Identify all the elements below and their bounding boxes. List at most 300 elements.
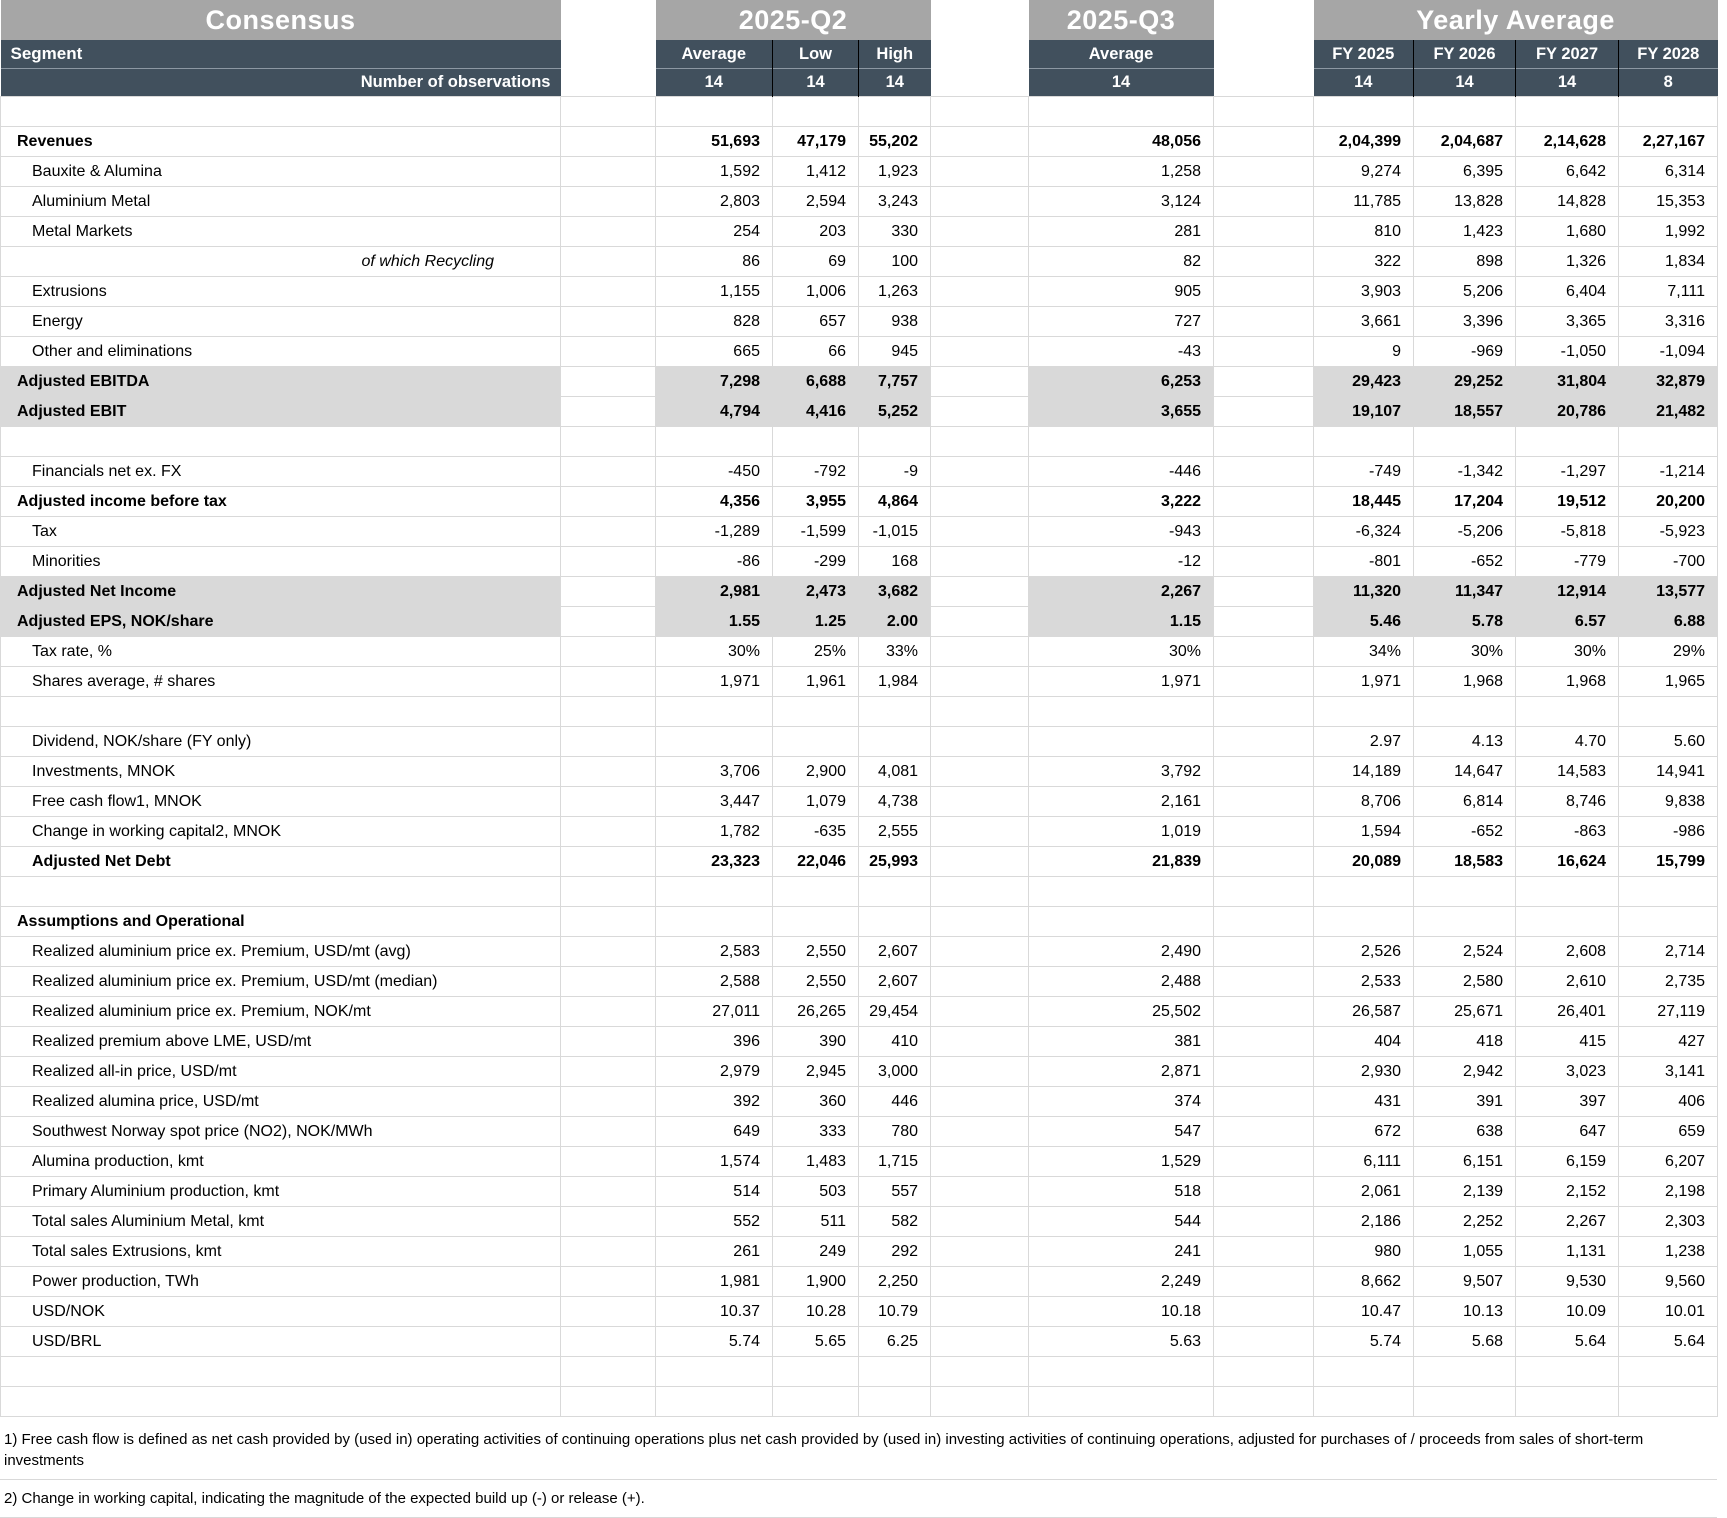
cell-value: -6,324 <box>1314 517 1414 547</box>
cell-value: 2,250 <box>859 1267 931 1297</box>
spacer-cell <box>1214 937 1314 967</box>
spacer-cell <box>1214 127 1314 157</box>
spacer-cell <box>1214 667 1314 697</box>
cell-value: 18,557 <box>1414 397 1516 427</box>
spacer-cell <box>1214 787 1314 817</box>
observations-value: 14 <box>1314 69 1414 97</box>
spacer-cell <box>1214 1357 1314 1387</box>
cell-value: 2,524 <box>1414 937 1516 967</box>
cell-value: 6,314 <box>1619 157 1718 187</box>
cell-value: -1,214 <box>1619 457 1718 487</box>
cell-value: 7,298 <box>656 367 773 397</box>
cell-value: 2,610 <box>1516 967 1619 997</box>
spacer-cell <box>561 397 656 427</box>
spacer-cell <box>931 517 1029 547</box>
cell-value: 1,019 <box>1029 817 1214 847</box>
cell-value: 241 <box>1029 1237 1214 1267</box>
cell-value: 2,252 <box>1414 1207 1516 1237</box>
cell-value: 14,647 <box>1414 757 1516 787</box>
cell-value <box>1516 97 1619 127</box>
cell-value: 2,04,399 <box>1314 127 1414 157</box>
spacer-cell <box>1214 97 1314 127</box>
cell-value: 10.01 <box>1619 1297 1718 1327</box>
spacer-cell <box>1214 1267 1314 1297</box>
cell-value: 2,198 <box>1619 1177 1718 1207</box>
spacer-cell <box>1214 637 1314 667</box>
cell-value: 1,961 <box>773 667 859 697</box>
table-row <box>1 847 1718 877</box>
spacer-cell <box>1214 1387 1314 1417</box>
row-label <box>1 97 561 127</box>
cell-value: -749 <box>1314 457 1414 487</box>
row-label: Total sales Aluminium Metal, kmt <box>1 1207 561 1237</box>
cell-value: 1.15 <box>1029 607 1214 637</box>
cell-value: 14,828 <box>1516 187 1619 217</box>
cell-value: 5,252 <box>859 397 931 427</box>
cell-value <box>1619 1387 1718 1417</box>
cell-value: 10.47 <box>1314 1297 1414 1327</box>
cell-value: 410 <box>859 1027 931 1057</box>
cell-value <box>1516 697 1619 727</box>
cell-value <box>1314 97 1414 127</box>
cell-value: 2,550 <box>773 937 859 967</box>
cell-value: 203 <box>773 217 859 247</box>
cell-value <box>773 697 859 727</box>
cell-value <box>1314 1357 1414 1387</box>
cell-value: 2,550 <box>773 967 859 997</box>
cell-value <box>1314 877 1414 907</box>
cell-value <box>1029 97 1214 127</box>
cell-value: 3,000 <box>859 1057 931 1087</box>
cell-value: -299 <box>773 547 859 577</box>
spacer-cell <box>931 727 1029 757</box>
table-row <box>1 397 1718 427</box>
cell-value: 9,274 <box>1314 157 1414 187</box>
row-label: Financials net ex. FX <box>1 457 561 487</box>
cell-value <box>773 907 859 937</box>
table-row <box>1 1297 1718 1327</box>
spacer-cell <box>561 997 656 1027</box>
cell-value: 30% <box>1029 637 1214 667</box>
table-row <box>1 637 1718 667</box>
spacer-cell <box>561 787 656 817</box>
table-row <box>1 577 1718 607</box>
cell-value: 2,594 <box>773 187 859 217</box>
spacer-cell <box>931 1087 1029 1117</box>
cell-value: 21,839 <box>1029 847 1214 877</box>
row-label: Other and eliminations <box>1 337 561 367</box>
cell-value: 1,423 <box>1414 217 1516 247</box>
cell-value: 418 <box>1414 1027 1516 1057</box>
spacer-cell <box>1214 577 1314 607</box>
cell-value: 9 <box>1314 337 1414 367</box>
table-row <box>1 217 1718 247</box>
cell-value: 20,786 <box>1516 397 1619 427</box>
table-row <box>1 1267 1718 1297</box>
cell-value: 2,490 <box>1029 937 1214 967</box>
spacer-cell <box>561 1117 656 1147</box>
spacer-cell <box>1214 847 1314 877</box>
cell-value: 14,941 <box>1619 757 1718 787</box>
cell-value: 21,482 <box>1619 397 1718 427</box>
cell-value: 2,488 <box>1029 967 1214 997</box>
cell-value: 938 <box>859 307 931 337</box>
cell-value: -1,297 <box>1516 457 1619 487</box>
cell-value: 1,923 <box>859 157 931 187</box>
row-label: Realized alumina price, USD/mt <box>1 1087 561 1117</box>
cell-value: 945 <box>859 337 931 367</box>
cell-value: 6,159 <box>1516 1147 1619 1177</box>
row-label: Southwest Norway spot price (NO2), NOK/MWh <box>1 1117 561 1147</box>
cell-value: -5,206 <box>1414 517 1516 547</box>
cell-value: 29,454 <box>859 997 931 1027</box>
cell-value <box>1414 697 1516 727</box>
cell-value <box>1619 697 1718 727</box>
cell-value: 25,671 <box>1414 997 1516 1027</box>
spacer-cell <box>561 97 656 127</box>
cell-value: 10.13 <box>1414 1297 1516 1327</box>
cell-value: 2,267 <box>1029 577 1214 607</box>
spacer-cell <box>931 337 1029 367</box>
cell-value: 6,207 <box>1619 1147 1718 1177</box>
spacer-cell <box>561 427 656 457</box>
spacer-cell <box>1214 817 1314 847</box>
table-row <box>1 487 1718 517</box>
spacer-cell <box>1214 337 1314 367</box>
blank-row <box>1 877 1718 907</box>
spacer-cell <box>931 427 1029 457</box>
row-label <box>1 1387 561 1417</box>
table-row <box>1 1237 1718 1267</box>
cell-value: 9,838 <box>1619 787 1718 817</box>
cell-value: 6,688 <box>773 367 859 397</box>
cell-value: 1,238 <box>1619 1237 1718 1267</box>
cell-value: -43 <box>1029 337 1214 367</box>
cell-value: 11,347 <box>1414 577 1516 607</box>
cell-value: 292 <box>859 1237 931 1267</box>
cell-value: 2,714 <box>1619 937 1718 967</box>
cell-value: 6,111 <box>1314 1147 1414 1177</box>
table-row <box>1 667 1718 697</box>
spacer-cell <box>1214 1087 1314 1117</box>
cell-value: 665 <box>656 337 773 367</box>
column-header-row <box>1 40 1718 69</box>
title-row <box>1 0 1718 40</box>
cell-value: 254 <box>656 217 773 247</box>
cell-value: 518 <box>1029 1177 1214 1207</box>
cell-value: 3,124 <box>1029 187 1214 217</box>
spacer-cell <box>1214 487 1314 517</box>
spacer-cell <box>931 757 1029 787</box>
spacer-cell <box>931 487 1029 517</box>
spacer-cell <box>931 277 1029 307</box>
cell-value: 1,263 <box>859 277 931 307</box>
cell-value: 3,316 <box>1619 307 1718 337</box>
spacer-cell <box>931 69 1029 97</box>
q2-average-header: Average <box>656 40 773 69</box>
spacer-cell <box>931 1297 1029 1327</box>
cell-value: 1,900 <box>773 1267 859 1297</box>
spacer-cell <box>561 157 656 187</box>
cell-value: 9,507 <box>1414 1267 1516 1297</box>
cell-value <box>656 907 773 937</box>
cell-value: -450 <box>656 457 773 487</box>
cell-value: 22,046 <box>773 847 859 877</box>
cell-value: 2.00 <box>859 607 931 637</box>
cell-value: 23,323 <box>656 847 773 877</box>
cell-value: 16,624 <box>1516 847 1619 877</box>
cell-value: 13,828 <box>1414 187 1516 217</box>
cell-value <box>1516 1357 1619 1387</box>
spacer-cell <box>931 457 1029 487</box>
cell-value: 5.68 <box>1414 1327 1516 1357</box>
spacer-cell <box>931 40 1029 69</box>
cell-value: 10.18 <box>1029 1297 1214 1327</box>
cell-value: 33% <box>859 637 931 667</box>
cell-value <box>1029 697 1214 727</box>
spacer-cell <box>1214 1147 1314 1177</box>
cell-value: 6,395 <box>1414 157 1516 187</box>
spacer-cell <box>1214 307 1314 337</box>
table-row <box>1 457 1718 487</box>
row-label: Dividend, NOK/share (FY only) <box>1 727 561 757</box>
cell-value: 3,903 <box>1314 277 1414 307</box>
row-label: Tax rate, % <box>1 637 561 667</box>
cell-value: 659 <box>1619 1117 1718 1147</box>
blank-row <box>1 427 1718 457</box>
cell-value <box>859 907 931 937</box>
spacer-cell <box>931 907 1029 937</box>
cell-value: 5.78 <box>1414 607 1516 637</box>
spacer-cell <box>561 1207 656 1237</box>
cell-value <box>859 727 931 757</box>
spacer-cell <box>1214 427 1314 457</box>
cell-value: 1,971 <box>1314 667 1414 697</box>
spacer-cell <box>931 637 1029 667</box>
cell-value <box>859 697 931 727</box>
cell-value: 1,715 <box>859 1147 931 1177</box>
cell-value: 780 <box>859 1117 931 1147</box>
cell-value: -863 <box>1516 817 1619 847</box>
row-label: Adjusted income before tax <box>1 487 561 517</box>
cell-value: 14,583 <box>1516 757 1619 787</box>
spacer-cell <box>561 487 656 517</box>
cell-value: -446 <box>1029 457 1214 487</box>
spacer-cell <box>561 637 656 667</box>
spacer-cell <box>561 0 656 40</box>
cell-value: 2,583 <box>656 937 773 967</box>
cell-value <box>1414 1387 1516 1417</box>
table-row <box>1 367 1718 397</box>
cell-value: -779 <box>1516 547 1619 577</box>
cell-value <box>656 727 773 757</box>
spacer-cell <box>561 217 656 247</box>
cell-value <box>859 427 931 457</box>
row-label: USD/NOK <box>1 1297 561 1327</box>
table-row <box>1 607 1718 637</box>
spacer-cell <box>1214 967 1314 997</box>
cell-value: 1,971 <box>1029 667 1214 697</box>
spacer-cell <box>931 397 1029 427</box>
cell-value: 431 <box>1314 1087 1414 1117</box>
spacer-cell <box>1214 69 1314 97</box>
cell-value: 7,111 <box>1619 277 1718 307</box>
cell-value: 1,981 <box>656 1267 773 1297</box>
cell-value: 3,955 <box>773 487 859 517</box>
table-row <box>1 937 1718 967</box>
cell-value <box>1619 907 1718 937</box>
cell-value: 1,412 <box>773 157 859 187</box>
cell-value: 18,445 <box>1314 487 1414 517</box>
cell-value: -9 <box>859 457 931 487</box>
cell-value: 404 <box>1314 1027 1414 1057</box>
cell-value: -1,094 <box>1619 337 1718 367</box>
table-row <box>1 967 1718 997</box>
cell-value: 1,834 <box>1619 247 1718 277</box>
spacer-cell <box>1214 1237 1314 1267</box>
spacer-cell <box>561 667 656 697</box>
spacer-cell <box>931 1327 1029 1357</box>
cell-value: 66 <box>773 337 859 367</box>
cell-value: 26,265 <box>773 997 859 1027</box>
cell-value: 86 <box>656 247 773 277</box>
cell-value: 2,588 <box>656 967 773 997</box>
cell-value: 2,580 <box>1414 967 1516 997</box>
spacer-cell <box>561 277 656 307</box>
table-row <box>1 1327 1718 1357</box>
cell-value <box>773 877 859 907</box>
cell-value: 544 <box>1029 1207 1214 1237</box>
spacer-cell <box>561 727 656 757</box>
spacer-cell <box>561 1057 656 1087</box>
spacer-cell <box>931 0 1029 40</box>
cell-value <box>1619 427 1718 457</box>
cell-value: -5,923 <box>1619 517 1718 547</box>
cell-value: 6.88 <box>1619 607 1718 637</box>
cell-value: 391 <box>1414 1087 1516 1117</box>
cell-value: 2,555 <box>859 817 931 847</box>
cell-value: 6.57 <box>1516 607 1619 637</box>
observations-value: 14 <box>1516 69 1619 97</box>
spacer-cell <box>561 847 656 877</box>
cell-value <box>1029 427 1214 457</box>
table-row <box>1 907 1718 937</box>
cell-value: -5,818 <box>1516 517 1619 547</box>
cell-value: 3,447 <box>656 787 773 817</box>
cell-value: 638 <box>1414 1117 1516 1147</box>
observations-value: 14 <box>656 69 773 97</box>
cell-value: 2,303 <box>1619 1207 1718 1237</box>
cell-value: 511 <box>773 1207 859 1237</box>
cell-value: 29,252 <box>1414 367 1516 397</box>
cell-value: 4,081 <box>859 757 931 787</box>
spacer-cell <box>931 217 1029 247</box>
spacer-cell <box>931 1237 1029 1267</box>
cell-value: 2,930 <box>1314 1057 1414 1087</box>
cell-value: 446 <box>859 1087 931 1117</box>
cell-value: 7,757 <box>859 367 931 397</box>
cell-value: 10.09 <box>1516 1297 1619 1327</box>
spacer-cell <box>931 307 1029 337</box>
cell-value <box>656 427 773 457</box>
row-label: Adjusted EPS, NOK/share <box>1 607 561 637</box>
spacer-cell <box>1214 457 1314 487</box>
cell-value: 15,799 <box>1619 847 1718 877</box>
cell-value: 26,587 <box>1314 997 1414 1027</box>
cell-value: 727 <box>1029 307 1214 337</box>
table-row <box>1 757 1718 787</box>
cell-value: 2,14,628 <box>1516 127 1619 157</box>
spacer-cell <box>931 127 1029 157</box>
cell-value: 6.25 <box>859 1327 931 1357</box>
cell-value: 3,023 <box>1516 1057 1619 1087</box>
cell-value: -986 <box>1619 817 1718 847</box>
cell-value: -943 <box>1029 517 1214 547</box>
row-label <box>1 877 561 907</box>
cell-value: 26,401 <box>1516 997 1619 1027</box>
table-row <box>1 1147 1718 1177</box>
cell-value: 333 <box>773 1117 859 1147</box>
cell-value: 31,804 <box>1516 367 1619 397</box>
row-label: Adjusted Net Debt <box>1 847 561 877</box>
spacer-cell <box>561 1387 656 1417</box>
yearly-average-title: Yearly Average <box>1314 0 1718 40</box>
table-row <box>1 1087 1718 1117</box>
spacer-cell <box>561 547 656 577</box>
cell-value: 8,662 <box>1314 1267 1414 1297</box>
row-label: Extrusions <box>1 277 561 307</box>
spacer-cell <box>1214 1207 1314 1237</box>
cell-value: 1,594 <box>1314 817 1414 847</box>
cell-value: 3,243 <box>859 187 931 217</box>
cell-value: 5.63 <box>1029 1327 1214 1357</box>
cell-value: 3,792 <box>1029 757 1214 787</box>
spacer-cell <box>1214 157 1314 187</box>
cell-value <box>1314 907 1414 937</box>
cell-value: 547 <box>1029 1117 1214 1147</box>
row-label: Realized aluminium price ex. Premium, USD/mt (median) <box>1 967 561 997</box>
spacer-cell <box>561 517 656 547</box>
row-label <box>1 697 561 727</box>
cell-value: 3,706 <box>656 757 773 787</box>
cell-value: 1,155 <box>656 277 773 307</box>
spacer-cell <box>561 307 656 337</box>
cell-value <box>1029 1357 1214 1387</box>
spacer-cell <box>931 97 1029 127</box>
row-label: Bauxite & Alumina <box>1 157 561 187</box>
spacer-cell <box>931 967 1029 997</box>
observations-value: 14 <box>1029 69 1214 97</box>
table-row <box>1 277 1718 307</box>
cell-value: 18,583 <box>1414 847 1516 877</box>
cell-value: -792 <box>773 457 859 487</box>
row-label: Energy <box>1 307 561 337</box>
cell-value: -1,289 <box>656 517 773 547</box>
cell-value: 390 <box>773 1027 859 1057</box>
row-label: Realized aluminium price ex. Premium, USD/mt (avg) <box>1 937 561 967</box>
observations-value: 14 <box>1414 69 1516 97</box>
cell-value: 11,320 <box>1314 577 1414 607</box>
spacer-cell <box>1214 397 1314 427</box>
spacer-cell <box>561 697 656 727</box>
cell-value: 29,423 <box>1314 367 1414 397</box>
spacer-cell <box>931 817 1029 847</box>
cell-value: 2,607 <box>859 937 931 967</box>
table-row <box>1 1177 1718 1207</box>
cell-value: 2,249 <box>1029 1267 1214 1297</box>
cell-value: 2,267 <box>1516 1207 1619 1237</box>
cell-value: 1,984 <box>859 667 931 697</box>
